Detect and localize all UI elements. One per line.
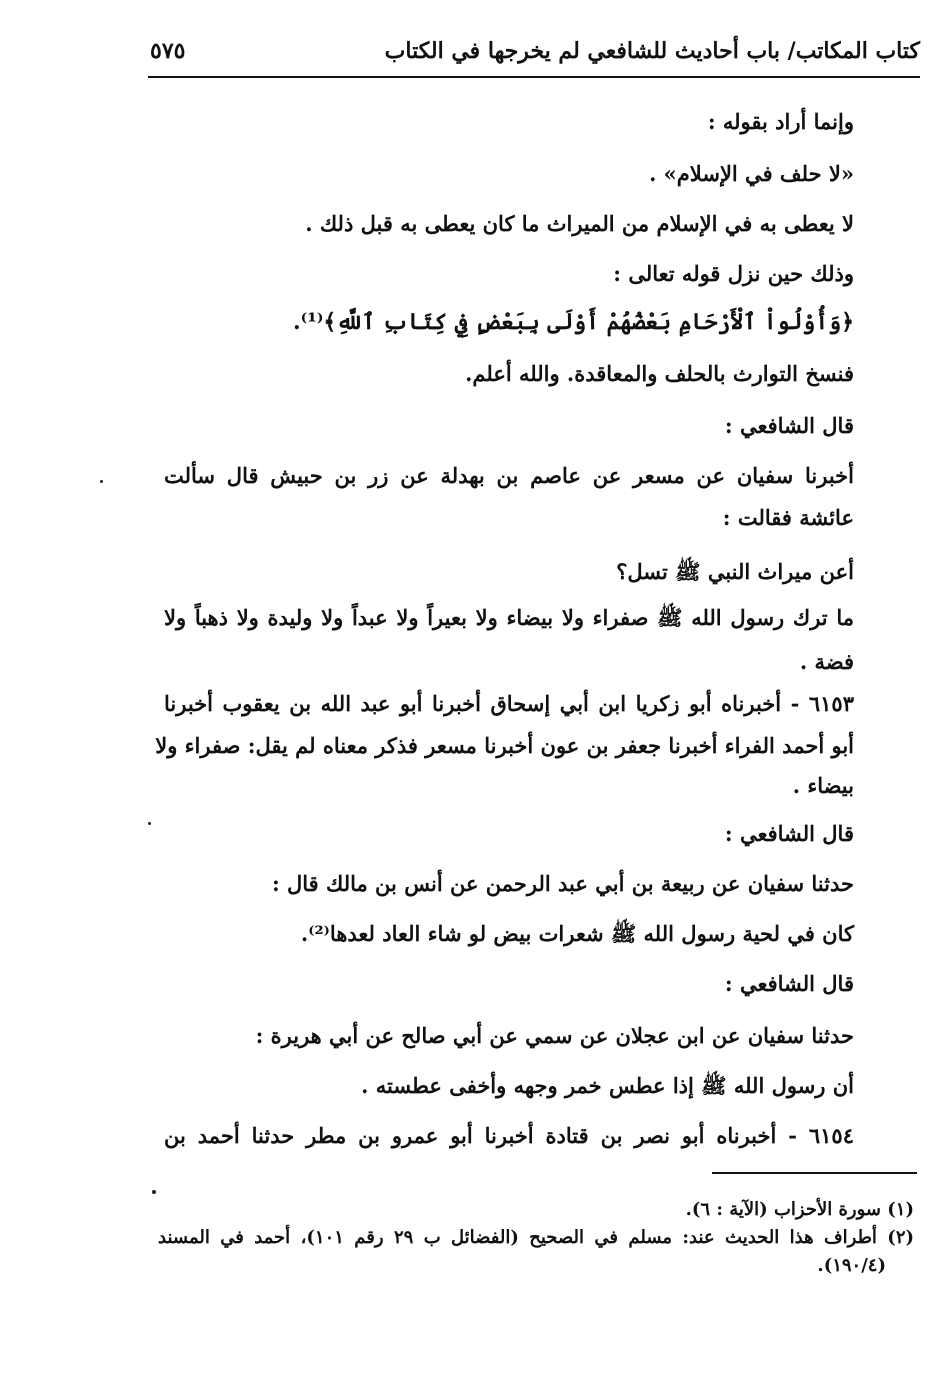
- page-number: ٥٧٥: [150, 38, 186, 64]
- text-line: أخبرنا سفيان عن مسعر عن عاصم بن بهدلة عن زر بن حبيش قال سألت: [164, 463, 854, 488]
- section-heading: قال الشافعي :: [724, 971, 854, 996]
- text-line: ما ترك رسول الله ﷺ صفراء ولا بيضاء ولا بعيراً ولا عبداً ولا وليدة ولا ذهباً ولا: [164, 605, 854, 630]
- text-line: أبو أحمد الفراء أخبرنا جعفر بن عون أخبرنا مسعر فذكر معناه لم يقل: صفراء ولا: [155, 733, 854, 758]
- text-line: بيضاء .: [792, 773, 854, 798]
- text-line: كان في لحية رسول الله ﷺ شعرات بيض لو شاء العاد لعدها⁽²⁾.: [300, 921, 854, 946]
- text-line: لا يعطى به في الإسلام من الميراث ما كان يعطى به قبل ذلك .: [305, 211, 854, 236]
- footnote-rule: [712, 1172, 917, 1174]
- footnote-1: (١) سورة الأحزاب (الآية : ٦).: [685, 1199, 914, 1220]
- scan-speck: [148, 822, 151, 825]
- section-heading: قال الشافعي :: [724, 413, 854, 438]
- section-heading: قال الشافعي :: [724, 821, 854, 846]
- running-title: كتاب المكاتب/ باب أحاديث للشافعي لم يخرجها في الكتاب: [384, 38, 920, 64]
- page-header: [150, 34, 920, 74]
- text-line: عائشة فقالت :: [722, 505, 854, 530]
- scan-speck: [100, 480, 103, 483]
- text-line: حدثنا سفيان عن ربيعة بن أبي عبد الرحمن عن أنس بن مالك قال :: [271, 871, 854, 896]
- text-line: وذلك حين نزل قوله تعالى :: [613, 261, 854, 286]
- text-line: أن رسول الله ﷺ إذا عطس خمر وجهه وأخفى عطسته .: [361, 1073, 854, 1098]
- hadith-6154: ٦١٥٤ - أخبرناه أبو نصر بن قتادة أخبرنا أبو عمرو بن مطر حدثنا أحمد بن: [164, 1123, 854, 1148]
- scan-speck: [152, 1190, 156, 1194]
- text-line: وإنما أراد بقوله :: [707, 109, 854, 134]
- footnote-2: (٢) أطراف هذا الحديث عند: مسلم في الصحيح (الفضائل ب ٢٩ رقم ١٠١)، أحمد في المسند: [158, 1227, 915, 1248]
- text-line: فنسخ التوارث بالحلف والمعاقدة. والله أعلم.: [465, 361, 854, 386]
- hadith-6153: ٦١٥٣ - أخبرناه أبو زكريا ابن أبي إسحاق أخبرنا أبو عبد الله بن يعقوب أخبرنا: [164, 691, 854, 716]
- quran-verse: ﴿وَأُوْلُواْ ٱلْأَرْحَامِ بَعْضُهُمْ أَوْلَى بِبَعْضٍ فِي كِتَابِ ٱللَّهِ﴾⁽¹⁾.: [293, 309, 854, 335]
- text-line: «لا حلف في الإسلام» .: [649, 161, 854, 186]
- header-rule: [148, 76, 920, 78]
- footnote-2-continued: (١٩٠/٤).: [817, 1255, 886, 1276]
- text-line: فضة .: [799, 649, 854, 674]
- text-line: حدثنا سفيان عن ابن عجلان عن سمي عن أبي صالح عن أبي هريرة :: [255, 1023, 854, 1048]
- text-line: أعن ميراث النبي ﷺ تسل؟: [616, 559, 854, 584]
